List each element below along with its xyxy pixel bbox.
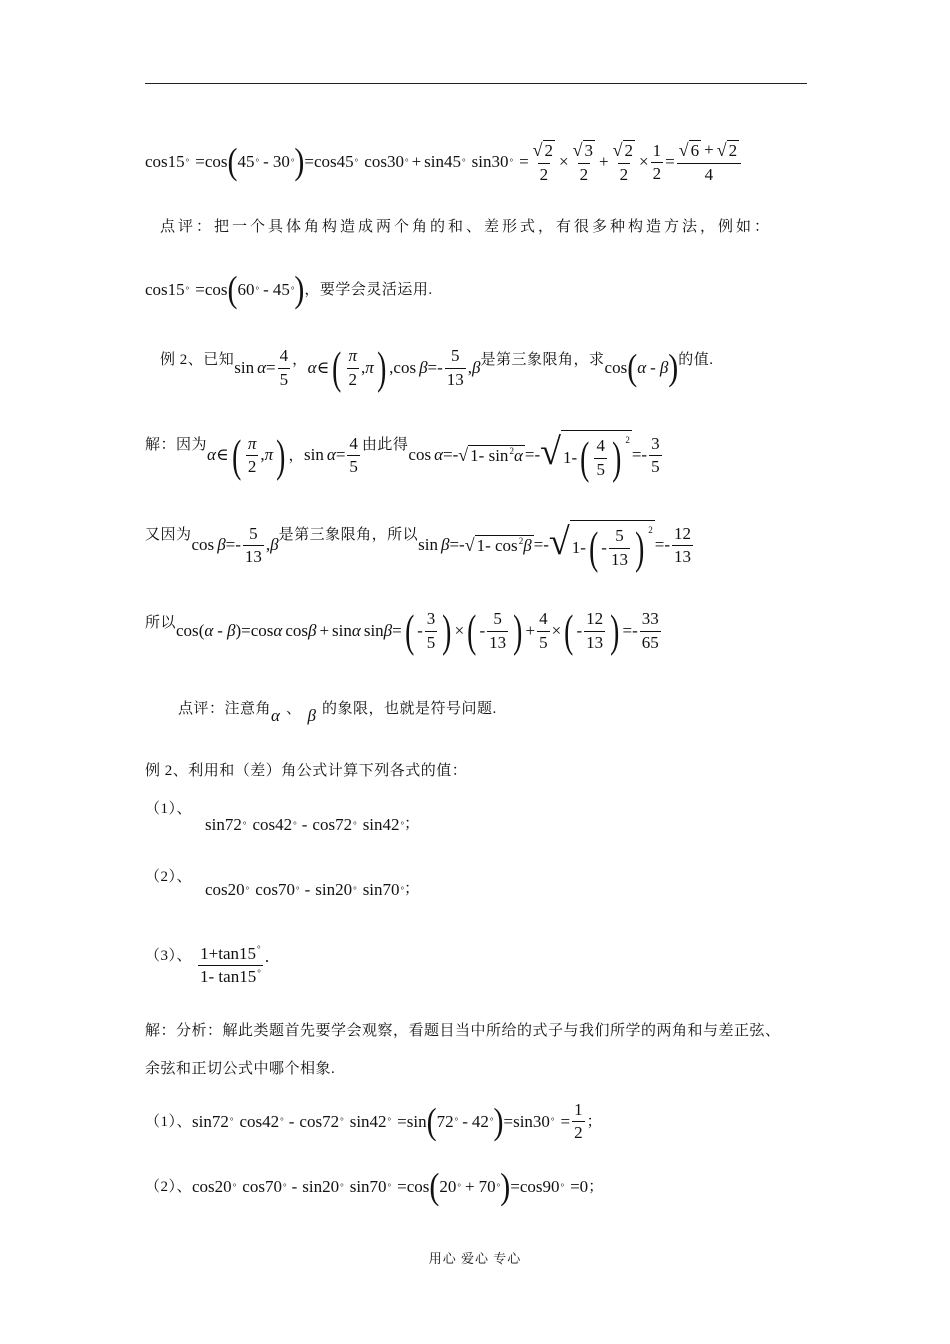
item-1-formula: sin72 ° cos42 ° - cos72 ° sin42 ° ； [205,815,420,834]
item-1: （1）、 [145,801,193,817]
solution-sin-beta: 又因为 cos β =- 5 13 , β 是第三象限角，所以 sin β =- √ 1- $\cos^2\beta$ =- √ 1- ( - 5 13 ) 2 =- 12 13 [145,521,692,573]
answer-1: （1）、 sin72 ° cos42 ° - cos72 ° sin42 ° = sin ( 72 ° - 42 ° ) =sin30 ° = $\frac{1}{2}$ ； [145,1100,603,1143]
remark-1-text: 点评：把一个具体角构造成两个角的和、差形式，有很多种构造方法，例如： [160,219,773,235]
remark-2: 点评：注意角 α 、 β 的象限，也就是符号问题. [178,701,497,725]
analysis-line-1: 解：分析：解此类题首先要学会观察，看题目当中所给的式子与我们所学的两角和与差正弦、 [145,1023,781,1039]
solution-cos-alpha-minus-beta: 所以 cos ( α - β ) = cos α cos β + sin α sin β = ( - 3 5 ) × ( - 5 13 ) + $\frac{4}{5}$ × ( - 12 13 ) =- 33 65 [145,605,659,656]
page-footer: 用心 爱心 专心 [428,1251,522,1266]
item-3: （3）、 1+tan15° 1- tan15° . [145,944,270,987]
example-3-heading: 例 2、利用和（差）角公式计算下列各式的值： [145,763,468,779]
example-2-statement: 例 2、已知 sin α = $\frac{4}{5}$ ， α ∈ ( π 2 , π ) , cos β =- 5 13 , β 是第三象限角，求 cos ( α - β ) 的值. [160,342,714,393]
fraction-tan-expression: 1+tan15° 1- tan15° [200,944,261,987]
formula-cos15-expansion: cos15 ° =cos ( 45 ° - 30 ° ) =cos45 ° cos30 ° + sin45 ° sin30 ° = √ 2 2 × √ 3 2 + √ 2 2 × $\frac{1}{2}$ = √ 6 + √ 2 4 [145,140,743,185]
analysis-line-2: 余弦和正切公式中哪个相象. [145,1061,336,1077]
remark-1-formula: cos15 ° =cos ( 60 ° - 45 ° ) ，要学会灵活运用. [145,268,433,310]
fraction-result-sqrt6-plus-sqrt2-over-4: √ 6 + √ 2 4 [677,140,741,185]
item-2: （2）、 [145,869,193,885]
header-rule [145,83,807,84]
fraction-sqrt2-over-2: √ 2 2 [532,140,554,184]
answer-2: （2）、 cos20 ° cos70 ° - sin20 ° sin70 ° = cos ( 20 ° + 70 ° ) =cos90 ° =0 ； [145,1165,604,1207]
item-2-formula: cos20 ° cos70 ° - sin20 ° sin70 ° ； [205,880,420,899]
solution-sin-cos-alpha: 解：因为 α ∈ ( π 2 , π ) ， sin α = $\frac{4}{5}$ 由此得 cos α =- √ 1- $\sin^2\alpha$ =- √ 1- ( 4 5 ) 2 =- 3 5 [145,429,660,483]
fraction-one-half: $\frac{1}{2}$ [652,140,662,183]
fraction-sqrt3-over-2: √ 3 2 [572,140,594,184]
fraction-sqrt2-over-2b: √ 2 2 [612,140,634,184]
